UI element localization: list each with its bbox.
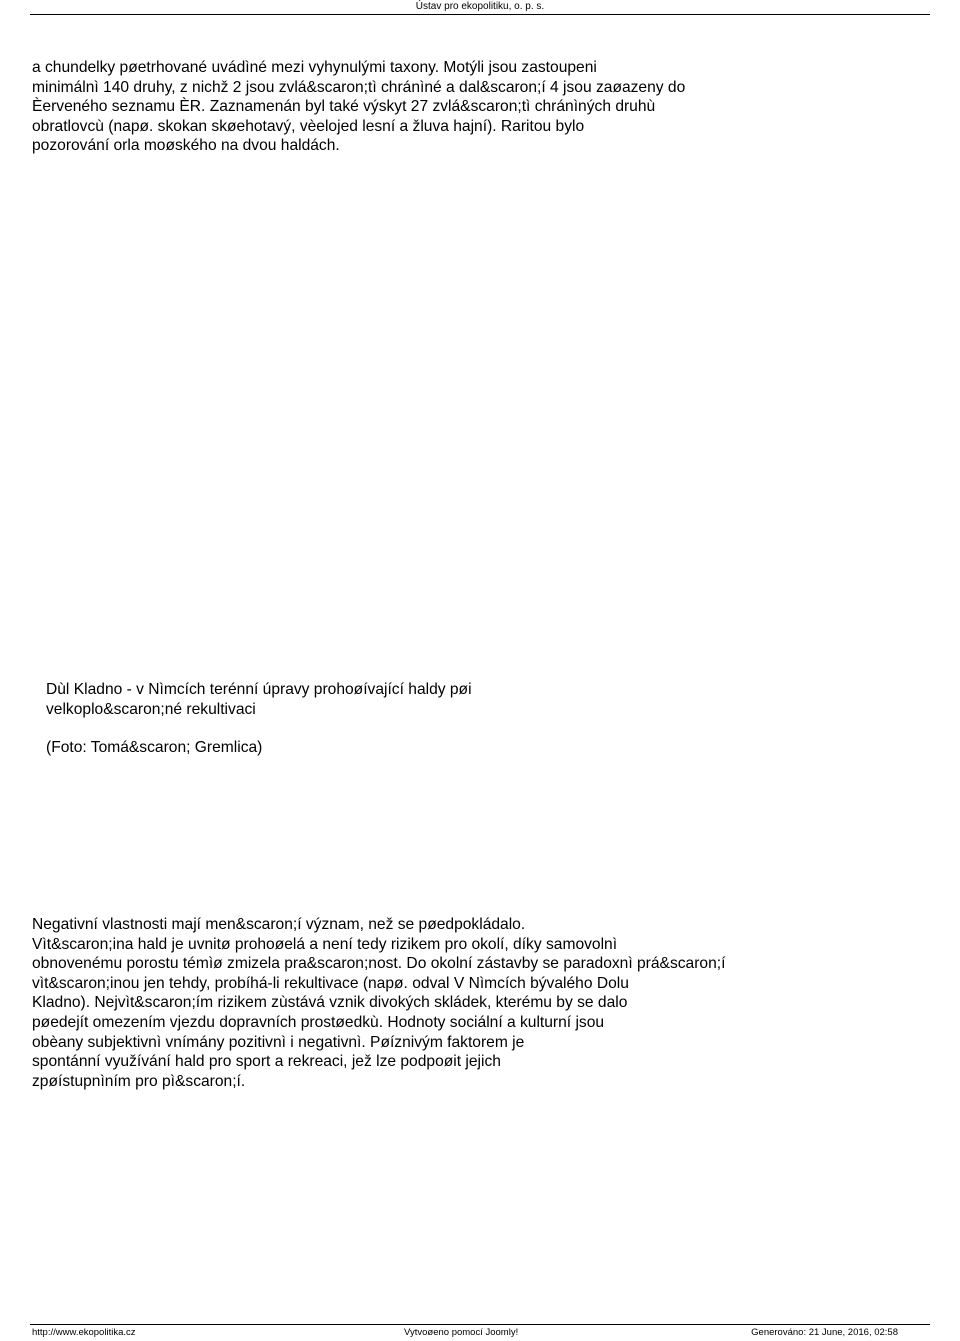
- page-header: [0, 0, 960, 14]
- intro-paragraph: a chundelky pøetrhované uvádìné mezi vyhynulými taxony. Motýli jsou zastoupeni minimálnì 140 druhy, z nichž 2 jsou zvlá&scaron;tì chránìné a dal&scaron;í 4 jsou zaøazeny do Èerveného seznamu ÈR. Zaznamenán byl také výskyt 27 zvlá&scaron;tì chránìných druhù obratlovcù (napø. skokan skøehotavý, vèelojed lesní a žluva hajní). Raritou bylo pozorování orla moøského na dvou haldách.: [32, 59, 686, 155]
- body-paragraph: Negativní vlastnosti mají men&scaron;í význam, než se pøedpokládalo. Vìt&scaron;ina hald je uvnitø prohoøelá a není tedy rizikem pro okolí, díky samovolnì obnovenému porostu témìø zmizela pra&scaron;nost. Do okolní zástavby se paradoxnì prá&scaron;í vìt&scaron;inou jen tehdy, probíhá-li rekultivace (napø. odval V Nìmcích bývalého Dolu Kladno). Nejvìt&scaron;ím rizikem zùstává vznik divokých skládek, kterému by se dalo pøedejít omezením vjezdu dopravních prostøedkù. Hodnoty sociální a kulturní jsou obèany subjektivnì vnímány pozitivnì i negativnì. Pøíznivým faktorem je spontánní využívání hald pro sport a rekreaci, jež lze podpoøit jejich zpøístupnìním pro pì&scaron;í.: [32, 916, 726, 1090]
- footer-created-with: Vytvoøeno pomocí Joomly!: [404, 1327, 519, 1338]
- header-divider: [30, 14, 930, 15]
- site-title: Ústav pro ekopolitiku, o. p. s.: [415, 1, 545, 12]
- footer-url-link[interactable]: http://www.ekopolitika.cz: [32, 1327, 136, 1338]
- footer-divider: [30, 1324, 930, 1325]
- photo-credit: (Foto: Tomá&scaron; Gremlica): [46, 739, 263, 756]
- page-footer: [0, 1326, 960, 1341]
- photo-caption: Dùl Kladno - v Nìmcích terénní úpravy prohoøívající haldy pøi velkoplo&scaron;né rekultivaci: [46, 681, 472, 718]
- footer-generated-date: Generováno: 21 June, 2016, 02:58: [751, 1327, 898, 1338]
